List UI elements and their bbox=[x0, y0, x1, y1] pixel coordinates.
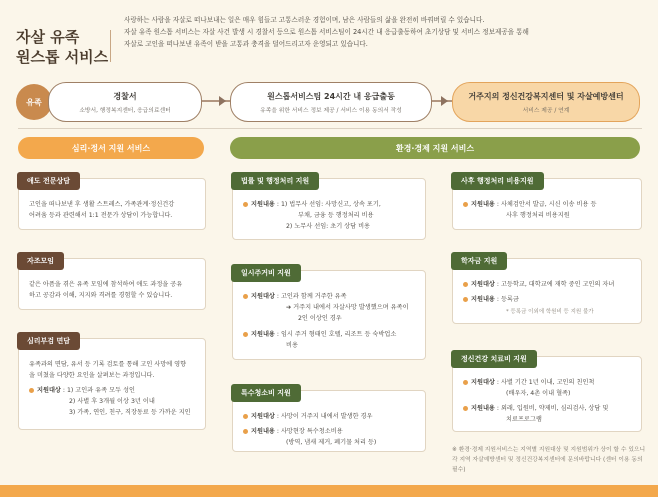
flow-step-police bbox=[48, 82, 202, 122]
card-body: 유족과의 면담, 유서 등 기록 검토를 통해 고인 사망에 영향 을 미쳤을 다양한 요인을 살펴보는 과정입니다. 지원대상 : 1) 고인과 유족 모두 성인 2) 사별 후 3개월 이상 3년 이내 3) 가족, 연인, 친구, 직장동료 등 가까운 지인 bbox=[29, 359, 197, 418]
field-value: 사망이 거주지 내에서 발생한 경우 bbox=[280, 413, 373, 420]
flow-step-center bbox=[452, 82, 640, 122]
bullet-dot-icon bbox=[463, 297, 468, 302]
field-value: 2) 노무사 선임: 초기 상담 비용 bbox=[286, 223, 371, 230]
field-value: 3) 가족, 연인, 친구, 직장동료 등 가까운 지인 bbox=[69, 409, 191, 416]
bottom-bar bbox=[0, 485, 658, 497]
body-line: 유족과의 면담, 유서 등 기록 검토를 통해 고인 사망에 영향 bbox=[29, 361, 187, 368]
category-env-econ-support: 환경·경제 지원 서비스 bbox=[230, 137, 640, 159]
field-label: 지원내용 bbox=[251, 201, 275, 208]
card-title: 정신건강 치료비 지원 bbox=[451, 350, 537, 368]
flow-step-title: 거주지의 정신건강복지센터 및 자살예방센터 bbox=[468, 92, 624, 101]
field-value: 비용 bbox=[286, 342, 298, 349]
card-mental-health-treatment bbox=[452, 356, 642, 432]
card-title: 애도 전문상담 bbox=[17, 172, 80, 190]
field-label: 지원대상 bbox=[251, 413, 275, 420]
body-line: 고인을 떠나보낸 후 생활 스트레스, 가족관계·정신건강 bbox=[29, 201, 175, 208]
flow-step-title: 경찰서 bbox=[113, 92, 137, 101]
card-body: 지원대상 : 사별 기간 1년 이내, 고인의 친인척 (배우자, 4촌 이내 혈족) 지원내용 : 외래, 입원비, 약제비, 심리검사, 상담 및 치료프로그램 bbox=[463, 377, 633, 425]
field-value: 외래, 입원비, 약제비, 심리검사, 상담 및 bbox=[500, 405, 609, 412]
field-label: 지원대상 bbox=[251, 293, 275, 300]
body-line: 하고 공감과 이해, 지지와 격려를 경험할 수 있습니다. bbox=[29, 292, 173, 299]
bullet-dot-icon bbox=[29, 388, 34, 393]
field-label: 지원내용 bbox=[251, 428, 275, 435]
field-label: 지원대상 bbox=[471, 281, 495, 288]
field-value: 1) 고인과 유족 모두 성인 bbox=[66, 387, 135, 394]
category-psych-support: 심리·정서 지원 서비스 bbox=[18, 137, 204, 159]
field-value: 사후 행정처리 비용지원 bbox=[506, 212, 570, 219]
field-value: 고인과 함께 거주한 유족 bbox=[280, 293, 347, 300]
card-body bbox=[29, 199, 197, 221]
card-tuition bbox=[452, 258, 642, 324]
footnote: ※ 환경·경제 지원서비스는 지역별 지원대상 및 지원범위가 상이 할 수 있으니 각 지역 자살예방센터 및 정신건강복지센터에 문의바랍니다 (센터 이용 동의 필수) bbox=[452, 447, 646, 473]
field-value: 부채, 금융 등 행정처리 비용 bbox=[298, 212, 374, 219]
card-body: 지원대상 : 사망이 거주지 내에서 발생한 경우 지원내용 : 사망현장 특수청소비용 (방역, 냄새 제거, 폐기물 처리 등) bbox=[243, 411, 417, 448]
bullet-dot-icon bbox=[243, 429, 248, 434]
field-label: 지원내용 bbox=[471, 201, 495, 208]
body-line: 같은 아픔을 겪은 유족 모임에 참석하여 애도 과정을 공유 bbox=[29, 281, 183, 288]
field-value: 고등학교, 대학교에 재학 중인 고인의 자녀 bbox=[500, 281, 615, 288]
field-value: 사체검안서 발급, 시신 이송 비용 등 bbox=[500, 201, 597, 208]
card-body: 지원내용 : 1) 법무사 선임: 사망신고, 상속 포기, 부채, 금융 등 행정처리 비용 2) 노무사 선임: 초기 상담 비용 bbox=[243, 199, 417, 232]
card-temp-housing bbox=[232, 270, 426, 360]
flow-step-sub: 소방서, 행정복지센터, 응급의료센터 bbox=[79, 108, 171, 114]
flow-step-sub: 유족을 위한 서비스 정보 제공 / 서비스 이용 동의서 작성 bbox=[260, 108, 402, 114]
field-label: 지원내용 bbox=[471, 296, 495, 303]
bullet-dot-icon bbox=[243, 294, 248, 299]
card-special-cleaning bbox=[232, 390, 426, 452]
card-title: 학자금 지원 bbox=[451, 252, 507, 270]
field-value: (배우자, 4촌 이내 혈족) bbox=[506, 390, 571, 397]
card-grief-counseling bbox=[18, 178, 206, 230]
field-value: 등록금 bbox=[500, 296, 519, 303]
field-value: (방역, 냄새 제거, 폐기물 처리 등) bbox=[286, 439, 377, 446]
bullet-dot-icon bbox=[243, 202, 248, 207]
bullet-dot-icon bbox=[463, 380, 468, 385]
body-line: 어려움 등과 관련해서 1:1 전문가 상담이 가능합니다. bbox=[29, 212, 173, 219]
tuition-note: * 등록금 이외에 학원비 등 지원 불가 bbox=[506, 309, 594, 315]
field-value: 사별 기간 1년 이내, 고인의 친인척 bbox=[500, 379, 595, 386]
bullet-dot-icon bbox=[243, 414, 248, 419]
card-body: 지원내용 : 사체검안서 발급, 시신 이송 비용 등 사후 행정처리 비용지원 bbox=[463, 199, 633, 221]
field-value: 임시 주거 형태인 호텔, 리조트 등 숙박업소 bbox=[280, 331, 397, 338]
field-value: ➔ 거주지 내에서 자살사망 발생했으며 유족이 bbox=[286, 304, 409, 311]
field-label: 지원내용 bbox=[471, 405, 495, 412]
card-title: 심리부검 면담 bbox=[17, 332, 80, 350]
intro-text bbox=[124, 14, 644, 50]
card-title: 일시주거비 지원 bbox=[231, 264, 301, 282]
card-title: 법률 및 행정처리 지원 bbox=[231, 172, 319, 190]
card-self-help-group bbox=[18, 258, 206, 310]
card-post-admin-cost bbox=[452, 178, 642, 230]
bullet-dot-icon bbox=[463, 202, 468, 207]
intro-line: 자살로 고인을 떠나보낸 유족이 받을 고통과 충격을 덜어드리고자 운영되고 있습니다. bbox=[124, 40, 368, 48]
field-value: 2인 이상인 경우 bbox=[298, 315, 342, 322]
bullet-dot-icon bbox=[463, 282, 468, 287]
intro-line: 자살 유족 원스톱 서비스는 자살 사건 발생 시 경찰서 등으로 원스톱 서비스팀이 24시간 내 응급출동하여 초기상담 및 서비스 정보제공을 통해 bbox=[124, 28, 529, 36]
flow-step-onestop-team bbox=[230, 82, 432, 122]
field-value: 2) 사별 후 3개월 이상 3년 이내 bbox=[69, 398, 155, 405]
arrow-right-icon bbox=[219, 96, 226, 106]
section-divider bbox=[18, 128, 642, 129]
card-body bbox=[29, 279, 197, 301]
field-value: 사망현장 특수청소비용 bbox=[280, 428, 343, 435]
field-label: 지원대상 bbox=[37, 387, 61, 394]
bullet-dot-icon bbox=[463, 406, 468, 411]
flow-start-circle: 유족 bbox=[16, 84, 52, 120]
body-line: 을 미쳤을 다양한 요인을 살펴보는 과정입니다. bbox=[29, 372, 155, 379]
title-divider bbox=[110, 30, 111, 62]
field-value: 치료프로그램 bbox=[506, 416, 542, 423]
card-title: 특수청소비 지원 bbox=[231, 384, 301, 402]
field-label: 지원대상 bbox=[471, 379, 495, 386]
page-title: 자살 유족 원스톱 서비스 bbox=[16, 28, 109, 66]
flow-step-title: 원스톱서비스팀 24시간 내 응급출동 bbox=[267, 92, 395, 101]
card-body: 지원대상 : 고인과 함께 거주한 유족 ➔ 거주지 내에서 자살사망 발생했으며 유족이 2인 이상인 경우 지원내용 : 임시 주거 형태인 호텔, 리조트 등 숙박업소 비용 bbox=[243, 291, 417, 351]
card-body: 지원대상 : 고등학교, 대학교에 재학 중인 고인의 자녀 지원내용 : 등록금 * 등록금 이외에 학원비 등 지원 불가 bbox=[463, 279, 633, 318]
field-value: 1) 법무사 선임: 사망신고, 상속 포기, bbox=[280, 201, 381, 208]
card-psych-autopsy bbox=[18, 338, 206, 430]
field-label: 지원내용 bbox=[251, 331, 275, 338]
arrow-right-icon bbox=[441, 96, 448, 106]
card-title: 자조모임 bbox=[17, 252, 64, 270]
intro-line: 사랑하는 사람을 자살로 떠나보내는 일은 매우 힘들고 고통스러운 경험이며, 남은 사람들의 삶을 완전히 바꿔버릴 수 있습니다. bbox=[124, 16, 485, 24]
card-legal-admin bbox=[232, 178, 426, 240]
bullet-dot-icon bbox=[243, 332, 248, 337]
card-title: 사후 행정처리 비용지원 bbox=[451, 172, 544, 190]
flow-step-sub: 서비스 제공 / 연계 bbox=[522, 108, 570, 114]
